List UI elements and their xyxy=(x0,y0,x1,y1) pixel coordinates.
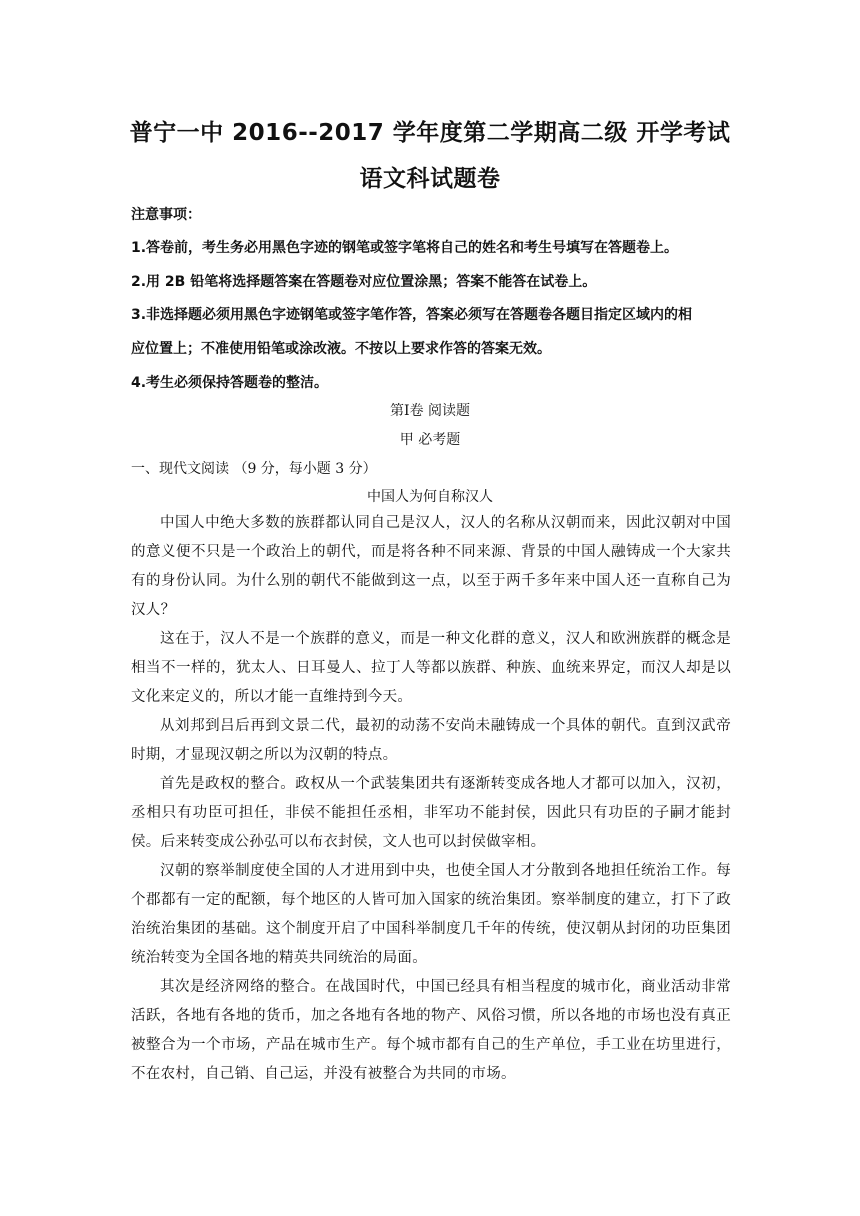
article-body xyxy=(131,509,731,1089)
article-paragraph: 其次是经济网络的整合。在战国时代，中国已经具有相当程度的城市化，商业活动非常活跃，各地有各地的货币，加之各地有各地的物产、风俗习惯，所以各地的市场也没有真正被整合为一个市场，产品在城市生产。每个城市都有自己的生产单位，手工业在坊里进行，不在农村，自己销、自己运，并没有被整合为共同的市场。 xyxy=(131,979,731,1082)
notice-item: 3.非选择题必须用黑色字迹钢笔或签字笔作答，答案必须写在答题卷各题目指定区域内的相 xyxy=(131,307,693,323)
notice-item: 应位置上；不准使用铅笔或涂改液。不按以上要求作答的答案无效。 xyxy=(131,341,551,357)
notice-item: 1.答卷前，考生务必用黑色字迹的钢笔或签字笔将自己的姓名和考生号填写在答题卷上。 xyxy=(131,240,679,256)
question-label: 一、现代文阅读 （9 分，每小题 3 分） xyxy=(131,461,377,477)
article-paragraph: 汉朝的察举制度使全国的人才进用到中央，也使全国人才分散到各地担任统治工作。每个郡都有一定的配额，每个地区的人皆可加入国家的统治集团。察举制度的建立，打下了政治统治集团的基础。这个制度开启了中国科举制度几千年的传统，使汉朝从封闭的功臣集团统治转变为全国各地的精英共同统治的局面。 xyxy=(131,863,731,966)
article-paragraph: 这在于，汉人不是一个族群的意义，而是一种文化群的意义，汉人和欧洲族群的概念是相当不一样的，犹太人、日耳曼人、拉丁人等都以族群、种族、血统来界定，而汉人却是以文化来定义的，所以才能一直维持到今天。 xyxy=(131,631,731,705)
volume-label: 第Ⅰ卷 阅读题 xyxy=(390,403,470,419)
section-label: 甲 必考题 xyxy=(399,432,461,448)
article-paragraph: 从刘邦到吕后再到文景二代，最初的动荡不安尚未融铸成一个具体的朝代。直到汉武帝时期，才显现汉朝之所以为汉朝的特点。 xyxy=(131,718,731,763)
article-paragraph: 中国人中绝大多数的族群都认同自己是汉人，汉人的名称从汉朝而来，因此汉朝对中国的意义便不只是一个政治上的朝代，而是将各种不同来源、背景的中国人融铸成一个大家共有的身份认同。为什么别的朝代不能做到这一点，以至于两千多年来中国人还一直称自己为汉人？ xyxy=(131,515,731,618)
exam-subtitle: 语文科试题卷 xyxy=(359,166,501,192)
article-paragraph: 首先是政权的整合。政权从一个武装集团共有逐渐转变成各地人才都可以加入，汉初，丞相只有功臣可担任，非侯不能担任丞相，非军功不能封侯，因此只有功臣的子嗣才能封侯。后来转变成公孙弘可以布衣封侯，文人也可以封侯做宰相。 xyxy=(131,776,731,850)
article-title: 中国人为何自称汉人 xyxy=(367,489,493,505)
notice-item: 2.用 2B 铅笔将选择题答案在答题卷对应位置涂黑；答案不能答在试卷上。 xyxy=(131,274,597,290)
notice-heading: 注意事项： xyxy=(131,207,201,223)
notice-item: 4.考生必须保持答题卷的整洁。 xyxy=(131,375,329,391)
exam-title: 普宁一中 2016--2017 学年度第二学期高二级 开学考试 xyxy=(129,120,731,146)
